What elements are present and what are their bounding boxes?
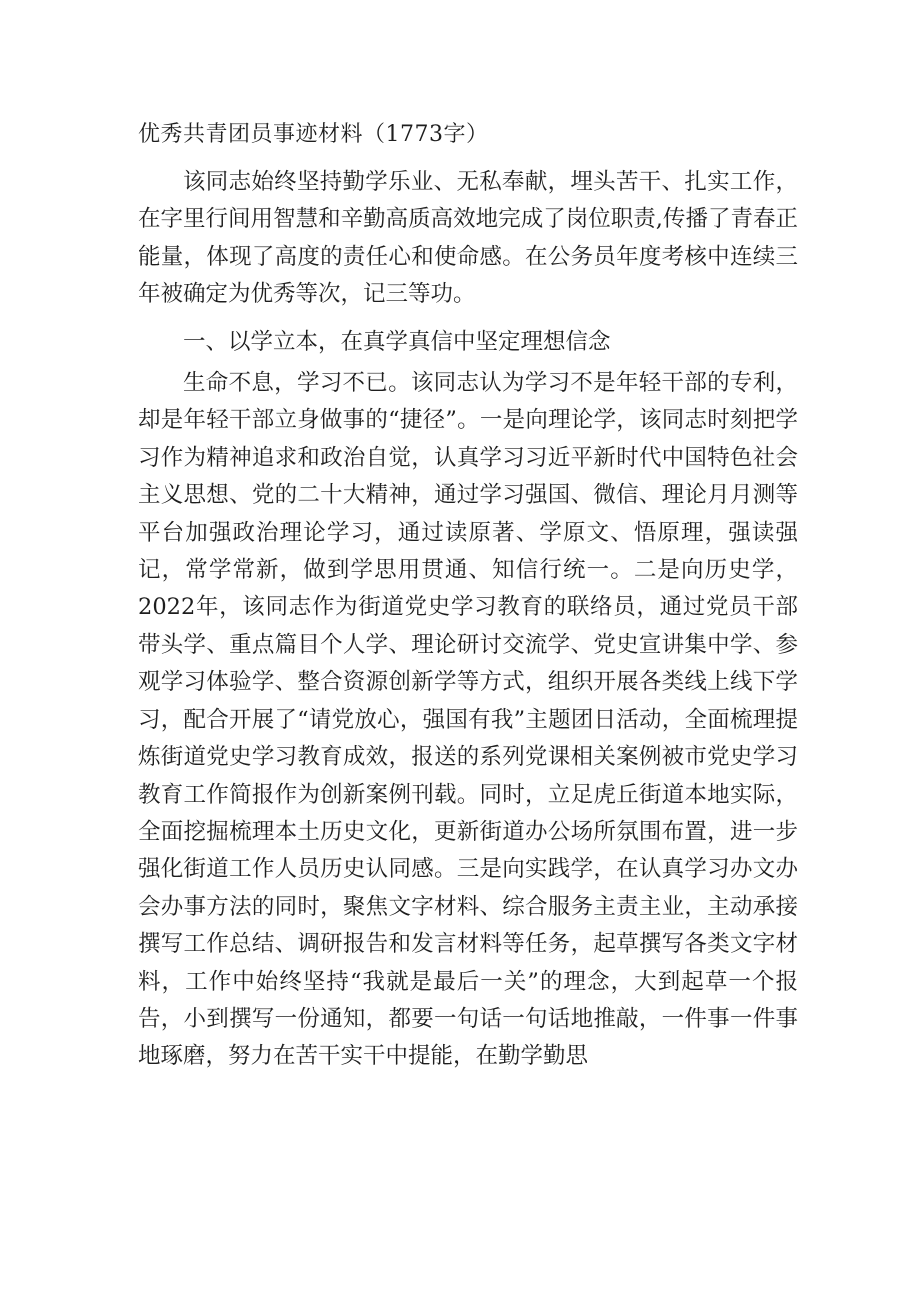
document-title: 优秀共青团员事迹材料（1773字） bbox=[138, 122, 489, 147]
intro-paragraph: 该同志始终坚持勤学乐业、无私奉献，埋头苦干、扎实工作，在字里行间用智慧和辛勤高质高效地完成了岗位职责,传播了青春正能量，体现了高度的责任心和使命感。在公务员年度考核中连续三年被确定为优秀等次，记三等功。 bbox=[138, 169, 798, 308]
section-paragraph: 生命不息，学习不已。该同志认为学习不是年轻干部的专利，却是年轻干部立身做事的“捷径”。一是向理论学，该同志时刻把学习作为精神追求和政治自觉，认真学习习近平新时代中国特色社会主义思想、党的二十大精神，通过学习强国、微信、理论月月测等平台加强政治理论学习，通过读原著、学原文、悟原理，强读强记，常学常新，做到学思用贯通、知信行统一。二是向历史学，2022年，该同志作为街道党史学习教育的联络员，通过党员干部带头学、重点篇目个人学、理论研讨交流学、党史宣讲集中学、参观学习体验学、整合资源创新学等方式，组织开展各类线上线下学习，配合开展了“请党放心，强国有我”主题团日活动，全面梳理提炼街道党史学习教育成效，报送的系列党课相关案例被市党史学习教育工作简报作为创新案例刊载。同时，立足虎丘街道本地实际，全面挖掘梳理本土历史文化，更新街道办公场所氛围布置，进一步强化街道工作人员历史认同感。三是向实践学，在认真学习办文办会办事方法的同时，聚焦文字材料、综合服务主责主业，主动承接撰写工作总结、调研报告和发言材料等任务，起草撰写各类文字材料，工作中始终坚持“我就是最后一关”的理念，大到起草一个报告，小到撰写一份通知，都要一句话一句话地推敲，一件事一件事地琢磨，努力在苦干实干中提能，在勤学勤思 bbox=[138, 370, 798, 1070]
section-heading: 一、以学立本，在真学真信中坚定理想信念 bbox=[183, 328, 611, 355]
document-body bbox=[138, 164, 798, 1076]
